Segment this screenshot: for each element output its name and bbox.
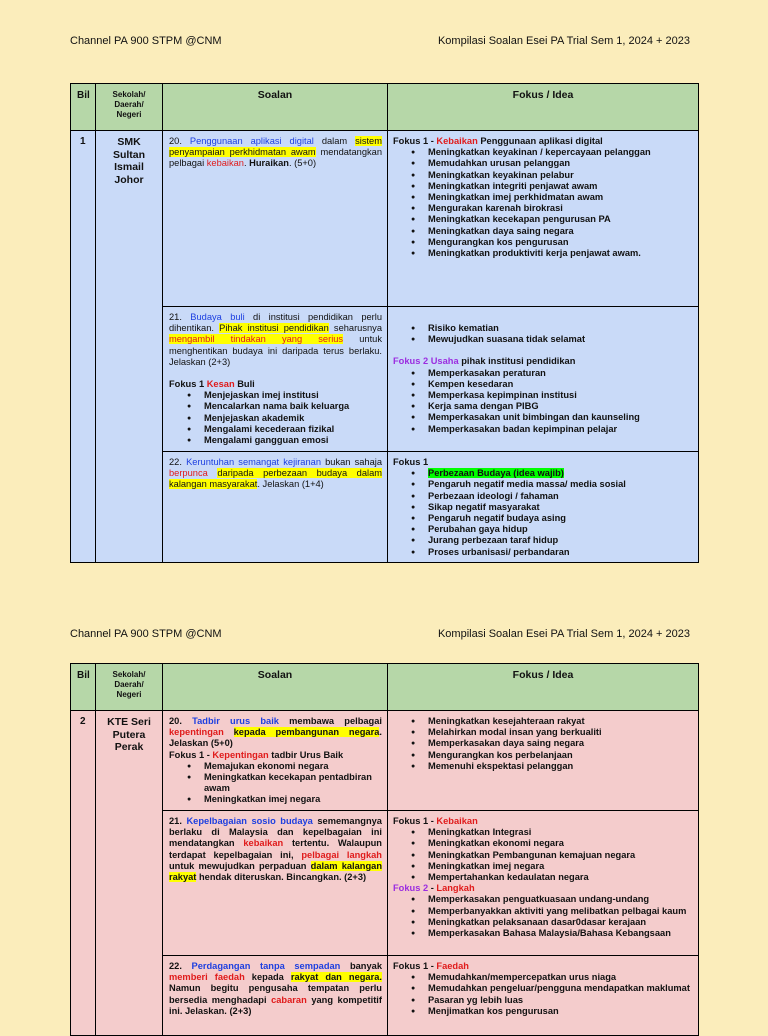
question-text: 22. Keruntuhan semangat kejiranan bukan sahaja berpunca daripada perbezaan budaya dalam kalangan masyarakat. Jelaskan (1+4) <box>169 457 383 490</box>
table-header-row <box>71 664 699 711</box>
list-item: ● Risiko kematian <box>428 323 693 334</box>
list-item: ● Memperkasakan badan kepimpinan pelajar <box>428 424 693 435</box>
list-item: ● Memperbanyakkan aktiviti yang melibatkan pelbagai kaum <box>428 906 693 917</box>
question-cell <box>163 307 388 452</box>
compilation-title: Kompilasi Soalan Esei PA Trial Sem 1, 2024 + 2023 <box>437 628 690 640</box>
question-text: 20. Penggunaan aplikasi digital dalam sistem penyampaian perkhidmatan awam mendatangkan pelbagai kebaikan. Huraikan. (5+0) <box>169 136 382 169</box>
idea-list <box>393 972 693 1017</box>
fokus-cell <box>388 307 699 452</box>
list-item: ● Memperkasakan Bahasa Malaysia/Bahasa Kebangsaan <box>428 928 693 939</box>
compilation-title: Kompilasi Soalan Esei PA Trial Sem 1, 2024 + 2023 <box>437 35 690 47</box>
col-bil-header: Bil <box>71 664 96 711</box>
question-text: 20. Tadbir urus baik membawa pelbagai kepentingan kepada pembangunan negara. Jelaskan (5+0) <box>169 716 382 749</box>
question-text: 21. Kepelbagaian sosio budaya sememangnya berlaku di Malaysia dan kepelbagaian ini mendatangkan kebaikan tertentu. Walaupun terdapat kepelbagaian ini, pelbagai langkah untuk mewujudkan perpaduan dalam kalangan rakyat hendak diteruskan. Bincangkan. (2+3) <box>169 816 382 883</box>
col-fokus-header: Fokus / Idea <box>388 84 699 131</box>
list-item: ● Memperkasakan penguatkuasaan undang-undang <box>428 894 693 905</box>
idea-list <box>393 894 693 939</box>
question-cell <box>163 811 388 956</box>
col-bil-header: Bil <box>71 84 96 131</box>
list-item: ● Meningkatkan imej negara <box>428 861 693 872</box>
fokus-cell <box>388 711 699 811</box>
list-item: ● Mengurangkan kos pengurusan <box>428 237 693 248</box>
list-item: ● Memperkasakan daya saing negara <box>428 738 693 749</box>
bil-cell: 1 <box>71 131 96 563</box>
fokus-heading: Fokus 2 - Langkah <box>393 883 475 894</box>
question-cell <box>163 452 388 563</box>
list-item: ● Kempen kesedaran <box>428 379 693 390</box>
fokus-heading: Fokus 1 - Kepentingan tadbir Urus Baik <box>169 749 344 760</box>
idea-list <box>169 390 382 446</box>
list-item: ● Meningkatkan Integrasi <box>428 827 693 838</box>
fokus-heading: Fokus 1 - Faedah <box>393 961 469 971</box>
list-item: ● Meningkatkan keyakinan pelabur <box>428 170 693 181</box>
list-item: ● Mewujudkan suasana tidak selamat <box>428 334 693 345</box>
list-item: ● Meningkatkan imej perkhidmatan awam <box>428 192 693 203</box>
fokus-heading: Fokus 1 <box>393 457 429 467</box>
list-item: ● Meningkatkan pelaksanaan dasar0dasar kerajaan <box>428 917 693 928</box>
idea-list <box>169 761 382 806</box>
channel-label: Channel PA 900 STPM @CNM <box>70 628 222 640</box>
fokus-heading: Fokus 2 Usaha pihak institusi pendidikan <box>393 356 576 367</box>
col-soalan-header: Soalan <box>163 84 388 131</box>
list-item: ● Memajukan ekonomi negara <box>204 761 382 772</box>
idea-list <box>393 323 693 345</box>
list-item: ● Mengalami gangguan emosi <box>204 435 382 446</box>
page-header-2 <box>70 628 690 640</box>
list-item: ● Meningkatkan imej negara <box>204 794 382 805</box>
list-item: ● Mengalami kecederaan fizikal <box>204 424 382 435</box>
table-row <box>71 131 699 307</box>
list-item: ● Memperkasa kepimpinan institusi <box>428 390 693 401</box>
col-sekolah-header: Sekolah/ Daerah/ Negeri <box>96 664 163 711</box>
question-table-2 <box>70 663 699 1036</box>
idea-list <box>393 368 693 435</box>
fokus-heading: Fokus 1 Kesan Buli <box>169 379 255 390</box>
bil-cell: 2 <box>71 711 96 1036</box>
school-cell: SMK Sultan Ismail Johor <box>96 131 163 563</box>
list-item: ● Memudahkan urusan pelanggan <box>428 158 693 169</box>
school-cell: KTE Seri Putera Perak <box>96 711 163 1036</box>
list-item: ● Perubahan gaya hidup <box>428 524 693 535</box>
idea-list <box>393 147 693 259</box>
table-header-row <box>71 84 699 131</box>
col-sekolah-header: Sekolah/ Daerah/ Negeri <box>96 84 163 131</box>
col-soalan-header: Soalan <box>163 664 388 711</box>
question-table-1 <box>70 83 699 563</box>
list-item: ● Perbezaan ideologi / fahaman <box>428 491 693 502</box>
list-item: ● Memudahkan pengeluar/pengguna mendapatkan maklumat <box>428 983 693 994</box>
fokus-heading: Fokus 1 - Kebaikan <box>393 816 478 826</box>
list-item: ● Mengurakan karenah birokrasi <box>428 203 693 214</box>
list-item: ● Meningkatkan kecekapan pengurusan PA <box>428 214 693 225</box>
fokus-cell <box>388 811 699 956</box>
question-text: 21. Budaya buli di institusi pendidikan perlu dihentikan. Pihak institusi pendidikan seharusnya mengambil tindakan yang serius untuk menghentikan budaya ini daripada terus berlaku. Jelaskan (2+3) <box>169 312 383 367</box>
list-item: ● Memperkasakan peraturan <box>428 368 693 379</box>
question-cell <box>163 131 388 307</box>
list-item: ● Meningkatkan Pembangunan kemajuan negara <box>428 850 693 861</box>
list-item: ● Memperkasakan unit bimbingan dan kaunseling <box>428 412 693 423</box>
list-item: ● Sikap negatif masyarakat <box>428 502 693 513</box>
col-fokus-header: Fokus / Idea <box>388 664 699 711</box>
table-row <box>71 711 699 811</box>
list-item: ● Pasaran yg lebih luas <box>428 995 693 1006</box>
idea-list <box>393 827 693 883</box>
list-item: ● Mempertahankan kedaulatan negara <box>428 872 693 883</box>
list-item: ● Meningkatkan produktiviti kerja penjawat awam. <box>428 248 693 259</box>
list-item: ● Melahirkan modal insan yang berkualiti <box>428 727 693 738</box>
list-item: ● Memenuhi ekspektasi pelanggan <box>428 761 693 772</box>
idea-list <box>393 468 693 558</box>
list-item: ● Memudahkan/mempercepatkan urus niaga <box>428 972 693 983</box>
list-item: ● Pengaruh negatif budaya asing <box>428 513 693 524</box>
idea-list <box>393 716 693 772</box>
list-item: ● Menjejaskan akademik <box>204 413 382 424</box>
list-item: ● Meningkatkan kesejahteraan rakyat <box>428 716 693 727</box>
list-item: ● Meningkatkan integriti penjawat awam <box>428 181 693 192</box>
fokus-cell <box>388 452 699 563</box>
list-item: ● Jurang perbezaan taraf hidup <box>428 535 693 546</box>
list-item: ● Menjimatkan kos pengurusan <box>428 1006 693 1017</box>
list-item: ● Mengurangkan kos perbelanjaan <box>428 750 693 761</box>
table-row <box>71 811 699 956</box>
list-item: ● Meningkatkan ekonomi negara <box>428 838 693 849</box>
table-row <box>71 452 699 563</box>
list-item: ● Meningkatkan kecekapan pentadbiran awam <box>204 772 382 794</box>
list-item: ● Proses urbanisasi/ perbandaran <box>428 547 693 558</box>
channel-label: Channel PA 900 STPM @CNM <box>70 35 222 47</box>
list-item: ● Kerja sama dengan PIBG <box>428 401 693 412</box>
question-text: 22. Perdagangan tanpa sempadan banyak memberi faedah kepada rakyat dan negara. Namun begitu pengusaha tempatan perlu bersedia menghadapi cabaran yang kompetitif ini. Jelaskan. (2+3) <box>169 961 383 1016</box>
fokus-cell <box>388 131 699 307</box>
table-row <box>71 307 699 452</box>
list-item: ● Meningkatkan daya saing negara <box>428 226 693 237</box>
question-cell <box>163 711 388 811</box>
list-item: ● Menjejaskan imej institusi <box>204 390 382 401</box>
list-item: ● Meningkatkan keyakinan / kepercayaan pelanggan <box>428 147 693 158</box>
list-item: ● Perbezaan Budaya (idea wajib) <box>428 468 693 479</box>
list-item: ● Pengaruh negatif media massa/ media sosial <box>428 479 693 490</box>
list-item: ● Mencalarkan nama baik keluarga <box>204 401 382 412</box>
fokus-heading: Fokus 1 - Kebaikan Penggunaan aplikasi digital <box>393 136 603 146</box>
page-header-1 <box>70 35 690 47</box>
